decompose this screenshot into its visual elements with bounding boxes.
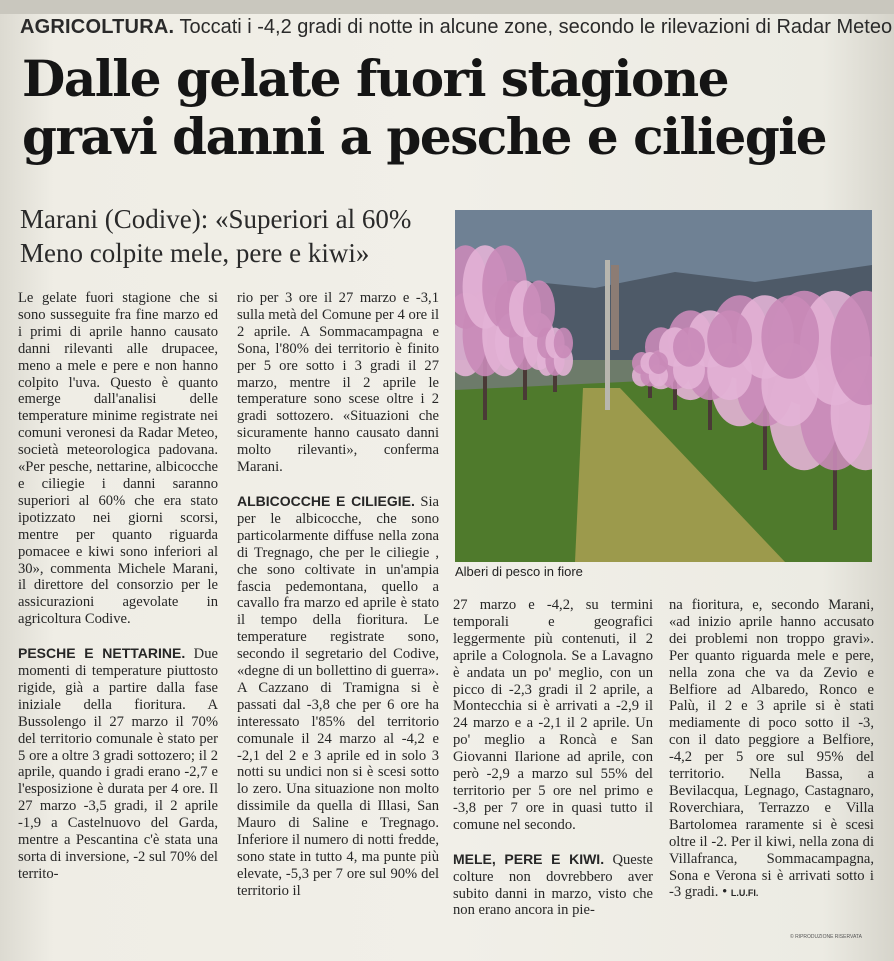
paragraph-text: Sia per le albicocche, che sono particolarmente diffuse nella zona di Tregnago, che per le ciliegie , che sono coltivate in un'ampia fascia pedemontana, quello a cavallo fra marzo ed aprile è stato il tempo della fioritura. Le temperature registrate sono, secondo il segretario del Codive, «degne di un bollettino di guerra». A Cazzano di Tramigna si è passati dal -3,8 che per 6 ore ha interessato l'85% del territorio comunale il 24 marzo al -4,2 e -2,1 del 2 e 3 aprile ed in solo 3 notti su undici non si è scesi sotto lo zero. Una situazione non molto dissimile da quella di Illasi, San Mauro di Saline e Tregnago. Inferiore il numero di notti fredde, sono state in tutto 4, ma punte più elevate, -5,3 per 7 ore sul 90% del territorio il: [237, 493, 439, 899]
top-strip: [0, 0, 894, 14]
paragraph: 27 marzo e -4,2, su termini temporali e geografici leggermente più contenuti, il 2 aprile a Colognola. Se a Lavagno è andata un po' meglio, con un picco di -2,3 gradi il 2 aprile, a Montecchia si è arrivati a -2,9 il 24 marzo e a -2,1 il 2 aprile. Un po' meglio a Roncà e San Giovanni Ilarione ad aprile, con però -2,9 a marzo sul 55% del territorio per 5 ore nel primo e -3,8 per 7 ore in quasi tutto il comune nel secondo.: [453, 597, 653, 833]
paragraph-text: Due momenti di temperature piuttosto rigide, già a partire dalla fase iniziale della fioritura. A Bussolengo il 27 marzo il 70% del territorio comunale è stato per 5 ore a oltre 3 gradi sottozero; il 2 aprile, quando i gradi erano -2,7 e l'esposizione è durata per 4 ore. Il 27 marzo -3,5 gradi, il 2 aprile -1,9 a Castelnuovo del Garda, mentre a Pescantina c'è stata una sorta di inversione, -2 sul 70% del territo-: [18, 646, 218, 882]
section-heading: MELE, PERE E KIWI.: [453, 850, 605, 867]
section-heading: PESCHE E NETTARINE.: [18, 645, 186, 662]
paragraph: [453, 851, 653, 920]
article-column-1: [18, 290, 218, 883]
section-heading: ALBICOCCHE E CILIEGIE.: [237, 492, 415, 509]
paragraph-text: na fioritura, e, secondo Marani, «ad inizio aprile hanno accusato dei problemi non troppo gravi». Per quanto riguarda mele e pere, nella zona che va da Zevio e Belfiore ad Albaredo, Ronco e Palù, il 2 e 3 aprile si è stati mediamente di poco sotto il -3, con il dato peggiore a Belfiore, -4,2 per 5 ore sul 95% del territorio. Nella Bassa, a Bevilacqua, Legnago, Castagnaro, Roverchiara, Terrazzo e Villa Bartolomea raramente si è scesi oltre il -2. Per il kiwi, nella zona di Villafranca, Sommacampagna, Sona e Verona si è arrivati sotto i -3 gradi. •: [669, 597, 874, 901]
headline-line-2: gravi danni a pesche e ciliegie: [22, 107, 827, 166]
paragraph: [18, 645, 218, 883]
kicker: [20, 16, 893, 39]
article-column-4: [669, 597, 874, 902]
paragraph: rio per 3 ore il 27 marzo e -3,1 sulla metà del Comune per 4 ore il 2 aprile. A Sommacampagna e Sona, l'80% dei territorio è finito per 5 ore sotto i 3 gradi il 27 marzo, mentre il 2 aprile le temperature sono scese oltre i 2 gradi sottozero. «Situazioni che sicuramente hanno causato danni molto rilevanti», conferma Marani.: [237, 290, 439, 476]
subheadline-line-2: Meno colpite mele, pere e kiwi»: [20, 238, 370, 268]
subheadline-line-1: Marani (Codive): «Superiori al 60%: [20, 204, 412, 234]
blossom-cluster: [554, 328, 573, 359]
section-label: AGRICOLTURA.: [20, 16, 175, 38]
kicker-text: Toccati i -4,2 gradi di notte in alcune zone, secondo le rilevazioni di Radar Meteo: [179, 16, 893, 38]
paragraph: [669, 597, 874, 902]
subheadline: [20, 202, 450, 270]
article-column-3: [453, 597, 653, 919]
blossom-cluster: [707, 310, 752, 367]
paragraph: [237, 493, 439, 900]
copyright-note: © RIPRODUZIONE RISERVATA: [790, 934, 862, 940]
paragraph-text: Queste colture non dovrebbero aver subito danni in marzo, visto che non erano ancora in pie-: [453, 851, 653, 919]
article-column-2: [237, 290, 439, 900]
orchard-illustration: [455, 210, 872, 562]
photo-caption: Alberi di pesco in fiore: [455, 564, 583, 579]
blossom-cluster: [649, 352, 668, 374]
blossom-cluster: [673, 327, 705, 367]
paragraph: Le gelate fuori stagione che si sono susseguite fra fine marzo ed i primi di aprile hanno causato danni rilevanti alle drupacee, meno a mele e pere e non hanno colpito l'uva. Questo è quanto emerge dall'analisi delle temperature minime registrate nei comuni veronesi da Radar Meteo, società meteorologica padovana. «Per pesche, nettarine, albicocche e ciliegie i danni saranno superiori al 60% che era stato ipotizzato nei giorni scorsi, mentre per quanto riguarda pomacee e kiwi sono inferiori al 30», commenta Michele Marani, il direttore del consorzio per le assicurazioni agevolate in agricoltura Codive.: [18, 290, 218, 628]
orchard-photo: [455, 210, 872, 562]
author-signature: L.U.FI.: [730, 888, 759, 899]
headline: [22, 50, 882, 166]
blossom-cluster: [761, 295, 819, 379]
headline-line-1: Dalle gelate fuori stagione: [22, 49, 729, 108]
